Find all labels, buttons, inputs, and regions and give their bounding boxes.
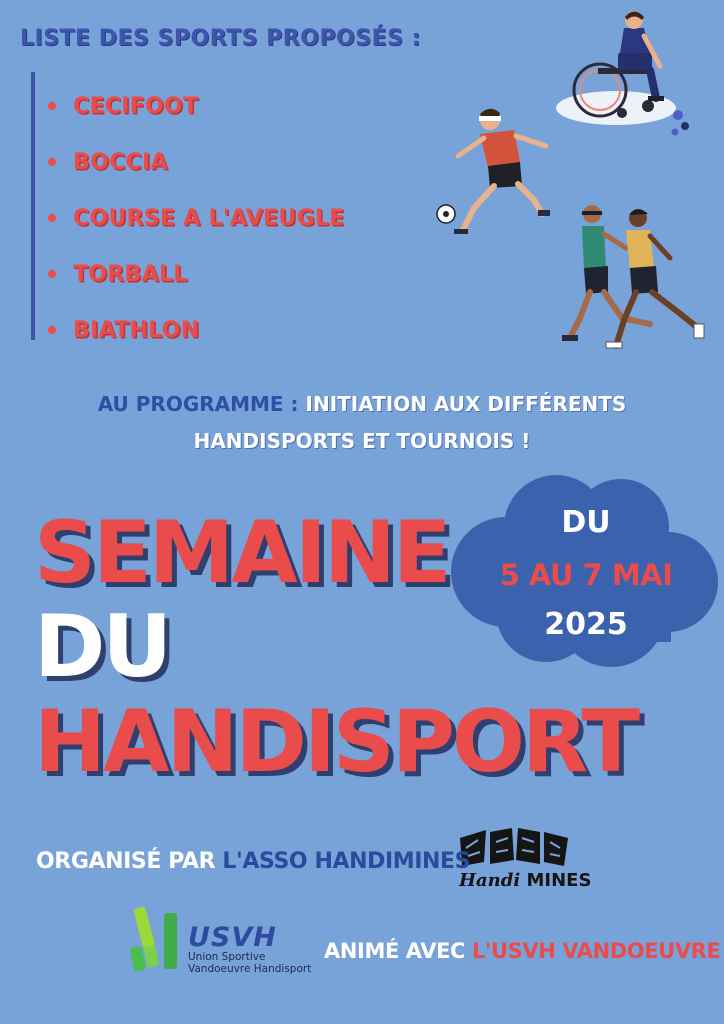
title-du: DU <box>34 597 170 697</box>
handimines-logo <box>456 826 572 876</box>
anime-name: L'USVH VANDOEUVRE <box>471 939 721 963</box>
title-semaine: SEMAINE <box>34 503 449 603</box>
date-year: 2025 <box>544 607 628 642</box>
usvh-logo <box>130 903 186 975</box>
programme-line-2: HANDISPORTS ET TOURNOIS ! <box>193 429 531 453</box>
guided-runners-illustration <box>562 200 708 352</box>
bullet-icon <box>48 270 56 278</box>
sport-label: BOCCIA <box>73 149 168 175</box>
usvh-name: USVH <box>188 922 277 953</box>
date-du: DU <box>561 505 611 540</box>
blindfolded-footballer-illustration <box>434 104 554 234</box>
anime-prefix: ANIMÉ AVEC <box>324 939 466 963</box>
bullet-icon <box>48 158 56 166</box>
list-item <box>48 302 345 358</box>
sports-list <box>48 78 345 358</box>
usvh-subtitle: Union Sportive Vandoeuvre Handisport <box>188 951 312 975</box>
sport-label: BIATHLON <box>73 317 200 343</box>
list-item <box>48 134 345 190</box>
sport-label: COURSE A L'AVEUGLE <box>73 205 345 231</box>
title-handisport: HANDISPORT <box>34 692 637 792</box>
programme-label: AU PROGRAMME : <box>97 392 299 416</box>
list-item <box>48 246 345 302</box>
sports-list-title: LISTE DES SPORTS PROPOSÉS : <box>20 26 421 51</box>
programme-text <box>0 386 724 460</box>
bullet-icon <box>48 326 56 334</box>
wheelchair-athlete-illustration <box>552 8 712 143</box>
anime-text <box>324 939 720 963</box>
handimines-wordmark: Handi MINES <box>459 870 592 891</box>
date-range: 5 AU 7 MAI <box>499 558 673 592</box>
bullet-icon <box>48 102 56 110</box>
bullet-icon <box>48 214 56 222</box>
sport-label: CECIFOOT <box>73 93 199 119</box>
organise-prefix: ORGANISÉ PAR <box>36 849 216 874</box>
programme-line-1: INITIATION AUX DIFFÉRENTS <box>305 392 627 416</box>
sport-label: TORBALL <box>73 261 188 287</box>
list-item <box>48 190 345 246</box>
list-divider <box>31 72 35 340</box>
organise-name: L'ASSO HANDIMINES <box>222 849 471 874</box>
organise-text <box>36 849 470 874</box>
list-item <box>48 78 345 134</box>
